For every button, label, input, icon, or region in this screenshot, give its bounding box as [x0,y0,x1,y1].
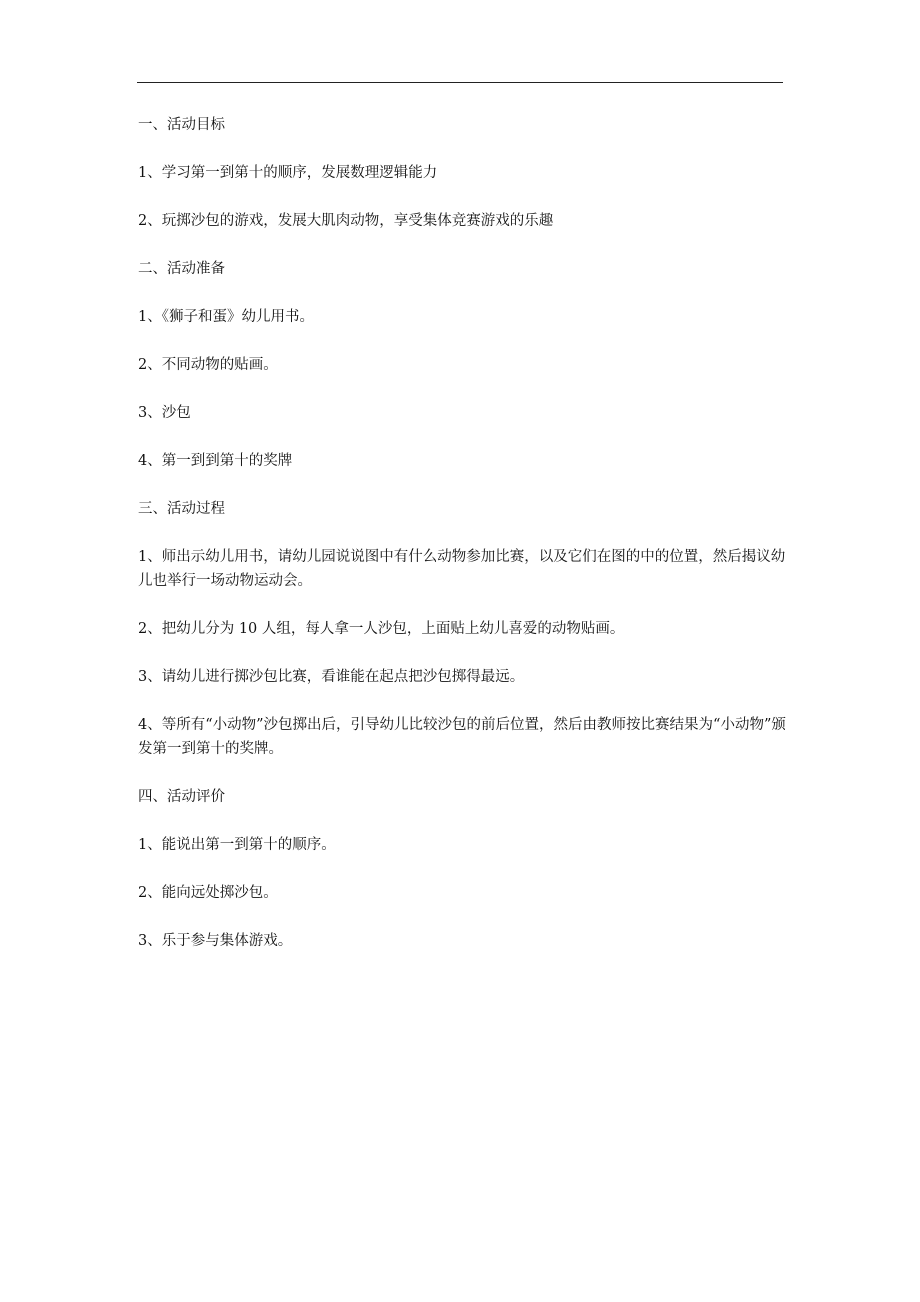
list-item: 1、学习第一到第十的顺序，发展数理逻辑能力 [138,165,438,181]
section-process [138,497,788,761]
list-item: 3、乐于参与集体游戏。 [138,933,293,949]
list-item: 2、把幼儿分为 10 人组，每人拿一人沙包，上面贴上幼儿喜爱的动物贴画。 [138,621,625,637]
list-item: 3、请幼儿进行掷沙包比赛，看谁能在起点把沙包掷得最远。 [138,669,525,685]
section-heading: 三、活动过程 [138,501,225,517]
list-item: 2、不同动物的贴画。 [138,357,278,373]
section-preparation [138,257,788,473]
list-item: 2、能向远处掷沙包。 [138,885,278,901]
list-item: 4、第一到到第十的奖牌 [138,453,293,469]
list-item: 1、能说出第一到第十的顺序。 [138,837,336,853]
document-body [138,113,788,977]
list-item: 4、等所有“小动物”沙包掷出后，引导幼儿比较沙包的前后位置，然后由教师按比赛结果为“小动物”颁发第一到第十的奖牌。 [138,717,786,757]
list-item: 3、沙包 [138,405,191,421]
section-heading: 一、活动目标 [138,117,225,133]
list-item: 2、玩掷沙包的游戏，发展大肌肉动物，享受集体竞赛游戏的乐趣 [138,213,554,229]
header-rule [137,82,783,83]
list-item: 1、《狮子和蛋》幼儿用书。 [138,309,314,325]
section-heading: 四、活动评价 [138,789,225,805]
section-heading: 二、活动准备 [138,261,225,277]
list-item: 1、师出示幼儿用书，请幼儿园说说图中有什么动物参加比赛，以及它们在图的中的位置，然后揭议幼儿也举行一场动物运动会。 [138,549,786,589]
section-goals [138,113,788,233]
section-evaluation [138,785,788,953]
